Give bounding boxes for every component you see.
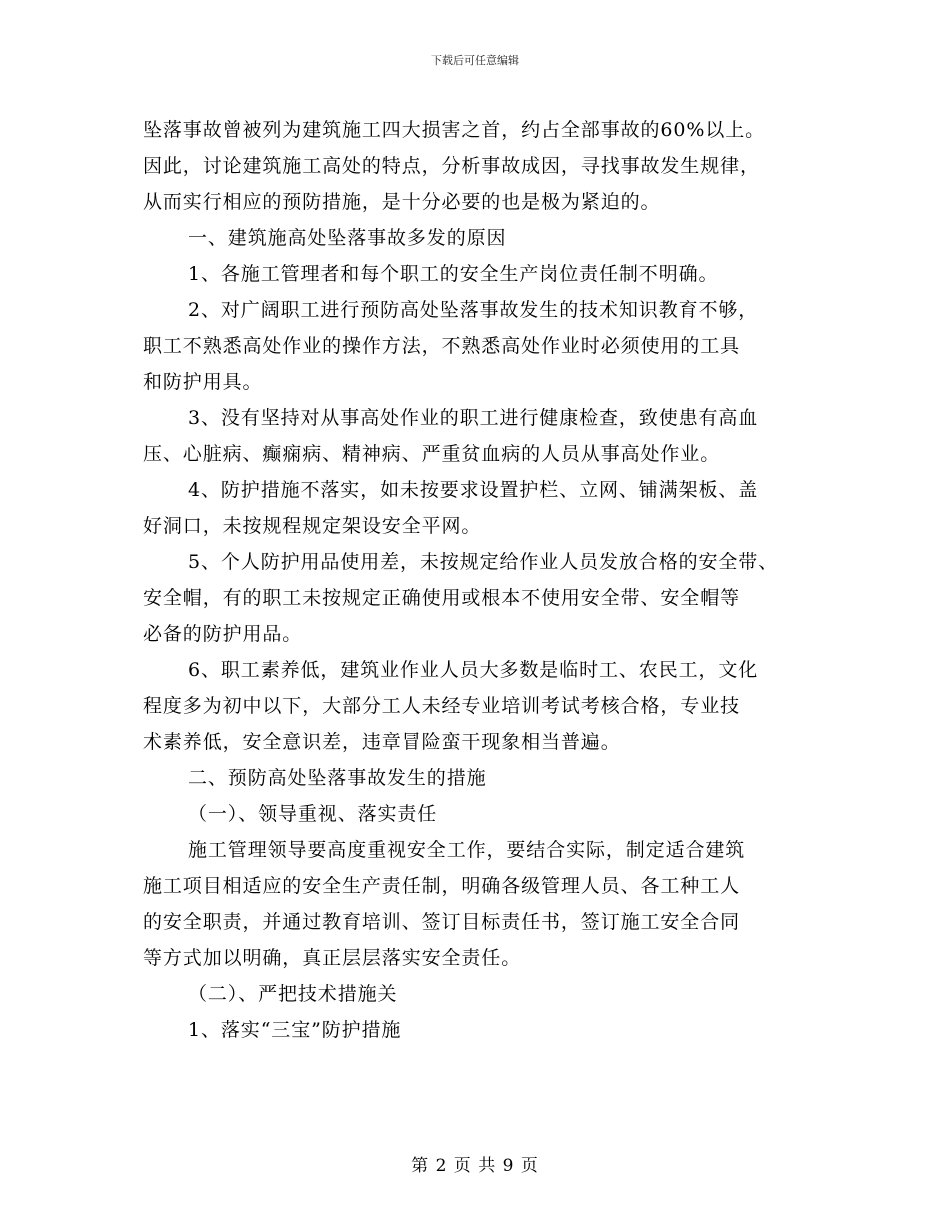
text-line: （二）、严把技术措施关 <box>188 983 398 1005</box>
text-line: 2、对广阔职工进行预防高处坠落事故发生的技术知识教育不够， <box>188 299 759 321</box>
text-line: 二、预防高处坠落事故发生的措施 <box>188 767 487 789</box>
text-line: 施工项目相适应的安全生产责任制，明确各级管理人员、各工种工人 <box>143 875 741 897</box>
text-line: 因此，讨论建筑施工高处的特点，分析事故成因，寻找事故发生规律， <box>143 155 760 177</box>
text-line: （一）、领导重视、落实责任 <box>188 803 438 825</box>
text-line: 安全帽，有的职工未按规定正确使用或根本不使用安全带、安全帽等 <box>143 587 741 609</box>
text-line: 从而实行相应的预防措施，是十分必要的也是极为紧迫的。 <box>143 191 661 213</box>
text-line: 术素养低，安全意识差，违章冒险蛮干现象相当普遍。 <box>143 731 621 753</box>
text-line: 1、各施工管理者和每个职工的安全生产岗位责任制不明确。 <box>188 263 719 285</box>
text-line: 一、建筑施高处坠落事故多发的原因 <box>188 227 507 249</box>
text-line: 施工管理领导要高度重视安全工作，要结合实际，制定适合建筑 <box>188 839 746 861</box>
page-footer: 第 2 页 共 9 页 <box>411 1156 539 1176</box>
page-header: 下载后可任意编辑 <box>431 54 519 67</box>
text-line: 压、心脏病、癫痫病、精神病、严重贫血病的人员从事高处作业。 <box>143 443 721 465</box>
text-line: 3、没有坚持对从事高处作业的职工进行健康检查，致使患有高血 <box>188 407 759 429</box>
document-body <box>143 112 823 1048</box>
text-line: 等方式加以明确，真正层层落实安全责任。 <box>143 947 522 969</box>
text-line: 6、职工素养低，建筑业作业人员大多数是临时工、农民工，文化 <box>188 659 759 681</box>
text-line: 1、落实“三宝”防护措施 <box>188 1019 402 1041</box>
text-line: 职工不熟悉高处作业的操作方法，不熟悉高处作业时必须使用的工具 <box>143 335 741 357</box>
text-line: 程度多为初中以下，大部分工人未经专业培训考试考核合格，专业技 <box>143 695 741 717</box>
text-line: 的安全职责，并通过教育培训、签订目标责任书，签订施工安全合同 <box>143 911 741 933</box>
text-line: 和防护用具。 <box>143 371 263 393</box>
text-line: 必备的防护用品。 <box>143 623 303 645</box>
text-line: 4、防护措施不落实，如未按要求设置护栏、立网、铺满架板、盖 <box>188 479 759 501</box>
text-line: 坠落事故曾被列为建筑施工四大损害之首，约占全部事故的60%以上。 <box>143 119 766 141</box>
text-line: 好洞口，未按规程规定架设安全平网。 <box>143 515 482 537</box>
text-line: 5、个人防护用品使用差，未按规定给作业人员发放合格的安全带、 <box>188 551 779 573</box>
